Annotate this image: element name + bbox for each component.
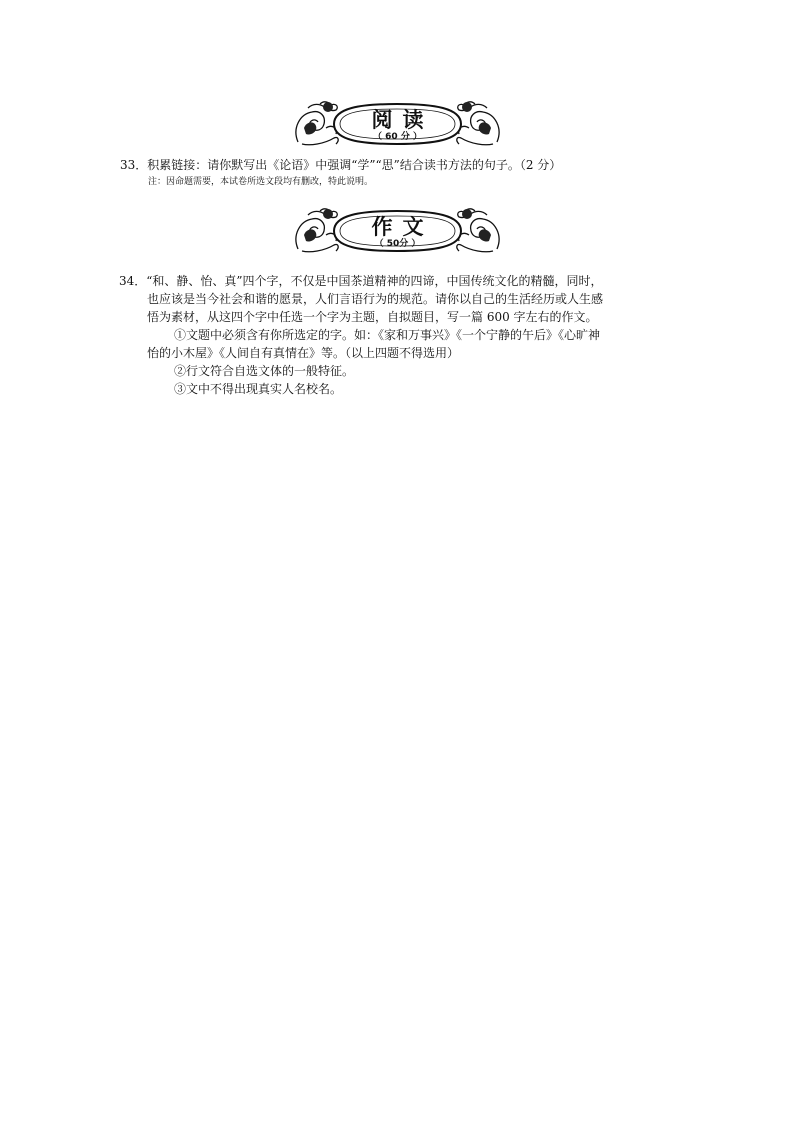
question-34-line bbox=[119, 272, 680, 290]
question-33 bbox=[120, 156, 561, 174]
reading-section-banner bbox=[290, 98, 505, 150]
question-34-line: 也应该是当今社会和谐的愿景，人们言语行为的规范。请你以自己的生活经历或人生感 bbox=[147, 292, 604, 306]
writing-title: 作文 bbox=[371, 214, 434, 239]
requirement-1: ①文题中必须含有你所选定的字。如：《家和万事兴》《一个宁静的午后》《心旷神 bbox=[174, 328, 601, 342]
reading-score: （ 60 分 ） bbox=[373, 132, 422, 142]
writing-section-banner bbox=[290, 205, 505, 257]
question-number: 34． bbox=[119, 274, 147, 288]
question-34-line: 悟为素材，从这四个字中任选一个字为主题，自拟题目，写一篇 600 字左右的作文。 bbox=[147, 310, 598, 324]
requirement-3: ③文中不得出现真实人名校名。 bbox=[174, 382, 343, 396]
question-text: “和、静、怡、真”四个字，不仅是中国茶道精神的四谛，中国传统文化的精髓，同时， bbox=[146, 274, 603, 288]
question-text: 积累链接：请你默写出《论语》中强调“学”“思”结合读书方法的句子。（2 分） bbox=[147, 158, 562, 172]
requirement-2: ②行文符合自选文体的一般特征。 bbox=[174, 364, 355, 378]
requirement-1-continued: 怡的小木屋》《人间自有真情在》等。（以上四题不得选用） bbox=[147, 346, 460, 360]
question-number: 33． bbox=[120, 158, 148, 172]
question-34 bbox=[120, 272, 680, 398]
exam-note: 注：因命题需要，本试卷所选文段均有删改，特此说明。 bbox=[148, 177, 374, 187]
writing-score: （ 50分 ） bbox=[374, 239, 421, 249]
reading-title: 阅读 bbox=[371, 107, 434, 132]
